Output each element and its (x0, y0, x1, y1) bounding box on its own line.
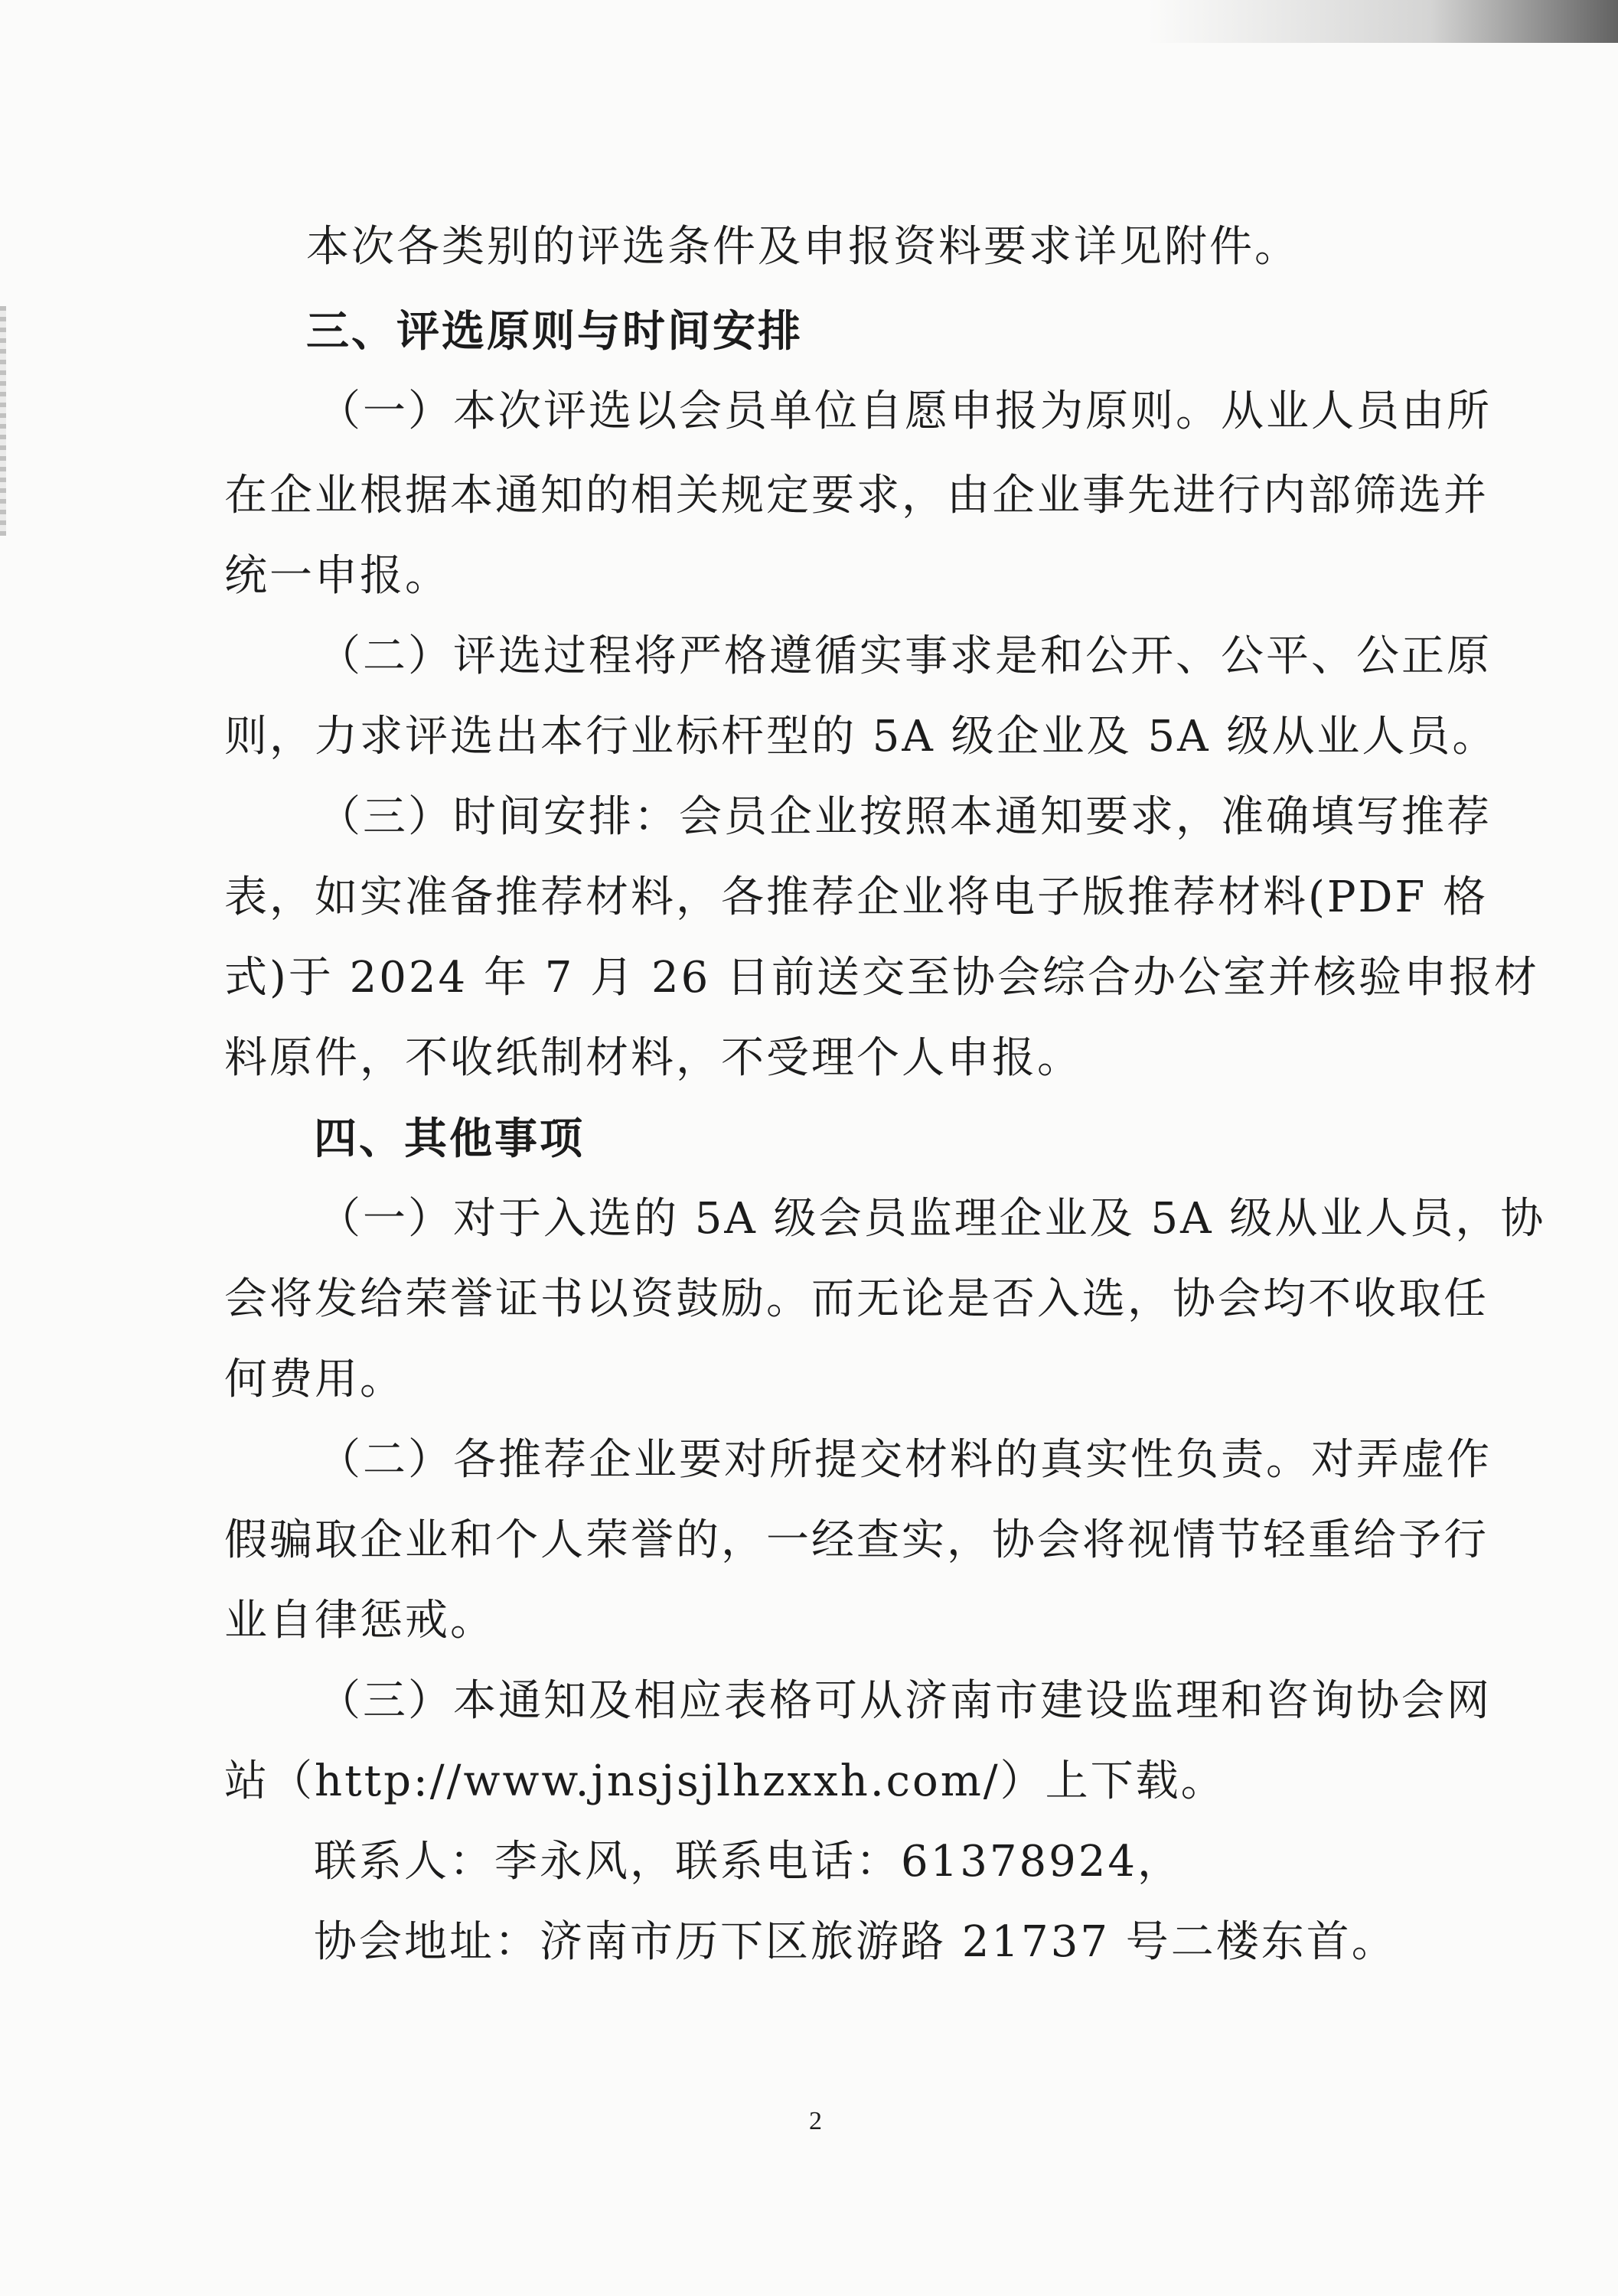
text-line-3-1a: （一）本次评选以会员单位自愿申报为原则。从业人员由所 (318, 386, 1492, 436)
text-line-3-3b: 表，如实准备推荐材料，各推荐企业将电子版推荐材料(PDF 格 (224, 872, 1489, 922)
text-line-3-2b: 则，力求评选出本行业标杆型的 5A 级企业及 5A 级从业人员。 (224, 712, 1498, 762)
text-line-4-2c: 业自律惩戒。 (224, 1596, 495, 1645)
section-heading-4: 四、其他事项 (314, 1114, 585, 1164)
scan-shadow-artifact (1148, 0, 1618, 43)
scan-edge-artifact (0, 306, 6, 536)
text-line-4-3a: （三）本通知及相应表格可从济南市建设监理和咨询协会网 (318, 1676, 1492, 1726)
text-line-3-2a: （二）评选过程将严格遵循实事求是和公开、公平、公正原 (318, 631, 1492, 681)
contact-person-line: 联系人：李永风，联系电话：61378924， (314, 1837, 1183, 1887)
text-line-4-3b: 站（http://www.jnsjsjlhzxxh.com/）上下载。 (224, 1756, 1226, 1806)
address-line: 协会地址：济南市历下区旅游路 21737 号二楼东首。 (314, 1917, 1397, 1967)
text-line-3-3d: 料原件，不收纸制材料，不受理个人申报。 (224, 1033, 1082, 1083)
section-heading-3: 三、评选原则与时间安排 (306, 306, 803, 357)
text-line-4-2a: （二）各推荐企业要对所提交材料的真实性负责。对弄虚作 (318, 1435, 1492, 1485)
text-line-3-1c: 统一申报。 (224, 551, 450, 601)
text-line-4-1b: 会将发给荣誉证书以资鼓励。而无论是否入选，协会均不收取任 (224, 1274, 1489, 1324)
text-line-4-1a: （一）对于入选的 5A 级会员监理企业及 5A 级从业人员，协 (318, 1194, 1546, 1244)
text-line-3-1b: 在企业根据本通知的相关规定要求，由企业事先进行内部筛选并 (224, 471, 1489, 520)
text-line-3-3c: 式)于 2024 年 7 月 26 日前送交至协会综合办公室并核验申报材 (224, 953, 1540, 1003)
text-line-4-2b: 假骗取企业和个人荣誉的，一经查实，协会将视情节轻重给予行 (224, 1515, 1489, 1565)
page-number: 2 (809, 2107, 822, 2135)
text-line-3-3a: （三）时间安排：会员企业按照本通知要求，准确填写推荐 (318, 792, 1492, 842)
text-line-4-1c: 何费用。 (224, 1355, 405, 1404)
text-line-intro: 本次各类别的评选条件及申报资料要求详见附件。 (306, 222, 1300, 272)
